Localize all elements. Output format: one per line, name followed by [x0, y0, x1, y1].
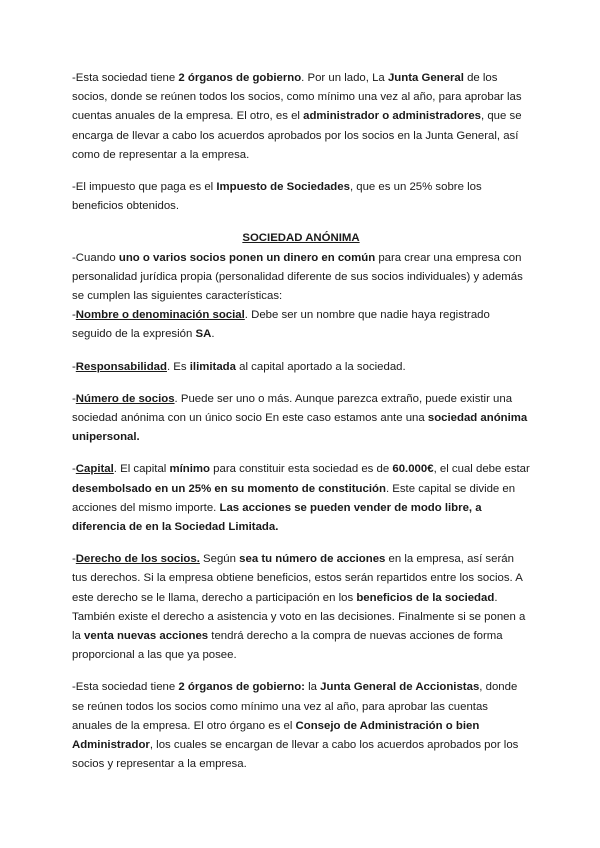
paragraph-impuesto — [72, 178, 530, 216]
text: para crear una empresa con personalidad jurídica propia (personalidad diferente de sus socios individuales) y además se cumplen las siguientes características: — [72, 251, 523, 303]
bold-text: Las acciones se pueden vender de modo libre, a diferencia de en la Sociedad Limitada. — [72, 501, 482, 534]
bold-text: ilimitada — [189, 360, 236, 373]
paragraph-organos-sl — [72, 69, 530, 165]
text: para constituir esta sociedad es de — [210, 463, 393, 476]
bold-text: Impuesto de Sociedades — [216, 181, 350, 194]
text: -Esta sociedad tiene — [72, 681, 179, 694]
text: , donde se reúnen todos los socios como mínimo una vez al año, para aprobar las cuentas anuales de la empresa. El otro órgano es el — [72, 681, 518, 732]
text: . Debe ser un nombre que nadie haya registrado seguido de la expresión — [72, 309, 490, 341]
text: . Es — [166, 360, 190, 373]
text: en la empresa, así serán tus derechos. Si la empresa obtiene beneficios, estos serán repartidos entre los socios. A este derecho se le llama, derecho a participación en los — [72, 553, 523, 604]
dash: - — [72, 360, 76, 373]
bold-text: desembolsado en un 25% en su momento de constitución — [72, 482, 386, 495]
term-heading: Capital — [75, 463, 114, 476]
term-heading: Responsabilidad — [75, 360, 167, 373]
term-heading: Número de socios — [75, 392, 175, 405]
bold-text: administrador o administradores — [303, 110, 481, 123]
paragraph-intro-sa — [72, 249, 530, 307]
paragraph-numero-socios — [72, 390, 530, 448]
text: -Esta sociedad tiene — [72, 72, 179, 84]
text: . El capital — [113, 463, 170, 476]
text: la — [304, 681, 321, 694]
bold-text: beneficios de la sociedad — [356, 591, 495, 604]
text: tendrá derecho a la compra de nuevas acciones de forma proporcional a las que ya posee. — [72, 630, 503, 662]
text: de los socios, donde se reúnen todos los socios, como mínimo una vez al año, para aprobar las cuentas anuales de la empresa. El otro, es el — [72, 72, 522, 123]
text: , que se encarga de llevar a cabo los acuerdos aprobados por los socios en la Junta General, así como de representar a la empresa. — [72, 110, 522, 161]
bold-text: 60.000€ — [392, 463, 434, 476]
paragraph-organos-sa — [72, 678, 530, 774]
bold-text: Junta General de Accionistas — [320, 681, 480, 694]
bold-text: 2 órganos de gobierno — [178, 72, 302, 84]
text: , los cuales se encargan de llevar a cabo los acuerdos aprobados por los socios y representar a la empresa. — [72, 739, 519, 771]
text: -El impuesto que paga es el — [72, 181, 217, 194]
dash: - — [72, 553, 76, 566]
bold-text: SA — [195, 328, 212, 341]
text: al capital aportado a la sociedad. — [235, 360, 406, 373]
paragraph-nombre — [72, 306, 530, 344]
text: . Este capital se divide en acciones del mismo importe. — [72, 482, 516, 514]
section-heading: SOCIEDAD ANÓNIMA — [242, 232, 360, 245]
text: . También existe el derecho a asistencia y voto en las decisiones. Finalmente si se ponen a la — [72, 591, 526, 643]
dash: - — [72, 392, 76, 405]
text: -Cuando — [72, 251, 119, 264]
bold-text: sea tu número de acciones — [239, 553, 386, 566]
term-heading: Nombre o denominación social — [75, 309, 245, 322]
text: , que es un 25% sobre los beneficios obtenidos. — [72, 181, 482, 213]
paragraph-capital — [72, 460, 530, 537]
bold-text: 2 órganos de gobierno: — [178, 681, 305, 694]
text: , el cual debe estar — [433, 463, 530, 476]
bold-text: mínimo — [169, 463, 211, 476]
document-page — [72, 69, 530, 775]
bold-text: uno o varios socios ponen un dinero en común — [118, 251, 376, 264]
text: Según — [199, 553, 240, 566]
dash: - — [72, 463, 76, 476]
term-heading: Derecho de los socios. — [75, 553, 200, 566]
paragraph-responsabilidad — [72, 358, 530, 377]
bold-text: venta nuevas acciones — [84, 630, 209, 643]
text: . Puede ser uno o más. Aunque parezca extraño, puede existir una sociedad anónima con un único socio En este caso estamos ante una — [72, 392, 513, 425]
dash: - — [72, 309, 76, 322]
text: . Por un lado, La — [301, 72, 388, 84]
bold-text: Junta General — [387, 72, 464, 84]
bold-text: Consejo de Administración o bien Administrador — [72, 719, 480, 752]
paragraph-derecho-socios — [72, 550, 530, 665]
bold-text: sociedad anónima unipersonal. — [72, 412, 528, 444]
text: . — [211, 328, 215, 341]
